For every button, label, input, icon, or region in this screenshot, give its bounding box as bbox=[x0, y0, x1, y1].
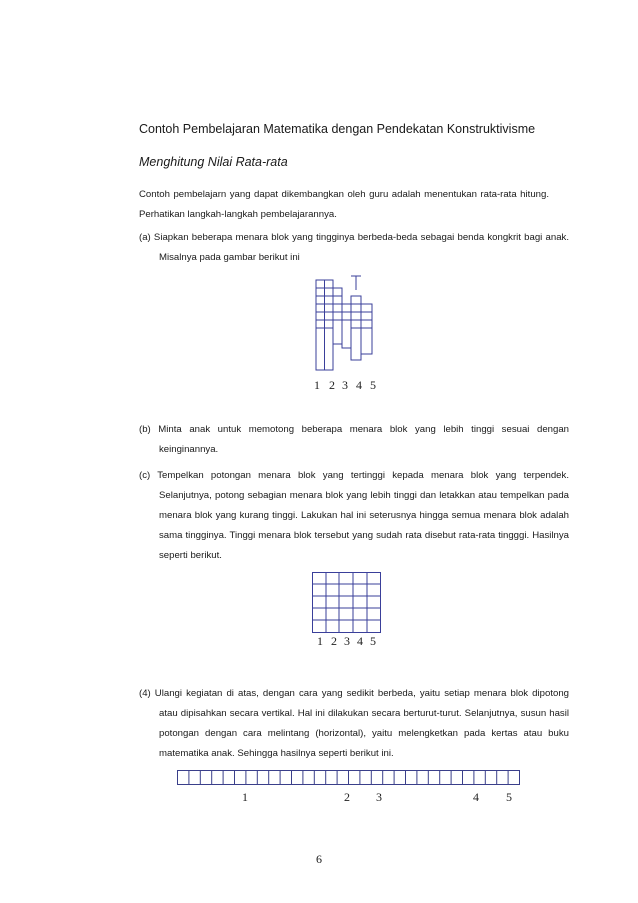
tower-2 bbox=[333, 288, 342, 344]
intro-paragraph: Contoh pembelajarn yang dapat dikembangkan oleh guru adalah menentukan rata-rata hitung. Perhatikan langkah-langkah pembelajarannya. bbox=[139, 189, 549, 220]
step-4-paragraph: (4) Ulangi kegiatan di atas, dengan cara yang sedikit berbeda, yaitu setiap menara blok dipotong atau dipisahkan secara vertikal. Hal ini dilakukan secara berturut-turut. Selanjutnya, susun hasil potongan dengan cara melintang (horizontal), yaitu melengketkan pada kertas atau buku matematika anak. Sehingga hasilnya seperti berikut ini. bbox=[139, 688, 569, 759]
step-a-paragraph: (a) Siapkan beberapa menara blok yang tingginya berbeda-beda sebagai benda kongkrit bagi anak. Misalnya pada gambar berikut ini bbox=[139, 232, 569, 263]
figure-horizontal-strip bbox=[177, 770, 521, 786]
page-number: 6 bbox=[316, 852, 322, 866]
figure-block-towers bbox=[300, 270, 390, 370]
figure-1-label-4: 4 bbox=[356, 378, 362, 392]
figure-3-label-5: 5 bbox=[506, 790, 512, 804]
figure-2-label-5: 5 bbox=[370, 634, 376, 648]
tower-4 bbox=[351, 276, 361, 360]
section-subtitle: Menghitung Nilai Rata-rata bbox=[139, 155, 288, 169]
page-title: Contoh Pembelajaran Matematika dengan Pendekatan Konstruktivisme bbox=[139, 122, 536, 136]
figure-2-label-1: 1 bbox=[317, 634, 323, 648]
figure-2-label-4: 4 bbox=[357, 634, 363, 648]
figure-1-label-5: 5 bbox=[370, 378, 376, 392]
figure-3-label-1: 1 bbox=[242, 790, 248, 804]
figure-1-label-1: 1 bbox=[314, 378, 320, 392]
step-b-paragraph: (b) Minta anak untuk memotong beberapa menara blok yang lebih tinggi sesuai dengan keinginannya. bbox=[139, 424, 569, 455]
figure-2-label-3: 3 bbox=[344, 634, 350, 648]
figure-equal-towers bbox=[312, 572, 382, 634]
figure-2-label-2: 2 bbox=[331, 634, 337, 648]
tower-3 bbox=[342, 304, 351, 348]
figure-1-label-3: 3 bbox=[342, 378, 348, 392]
step-c-paragraph: (c) Tempelkan potongan menara blok yang tertinggi kepada menara blok yang terpendek. Selanjutnya, potong sebagian menara blok yang lebih tinggi dan letakkan atau tempelkan pada menara blok yang kurang tinggi. Lakukan hal ini seterusnya hingga semua menara blok adalah sama tingginya. Tinggi menara blok tersebut yang sudah rata disebut rata-rata tingggi. Hasilnya seperti berikut. bbox=[139, 470, 569, 561]
figure-3-label-3: 3 bbox=[376, 790, 382, 804]
tower-1 bbox=[316, 280, 333, 370]
figure-3-label-4: 4 bbox=[473, 790, 479, 804]
figure-3-label-2: 2 bbox=[344, 790, 350, 804]
figure-1-label-2: 2 bbox=[329, 378, 335, 392]
tower-5 bbox=[361, 304, 372, 354]
